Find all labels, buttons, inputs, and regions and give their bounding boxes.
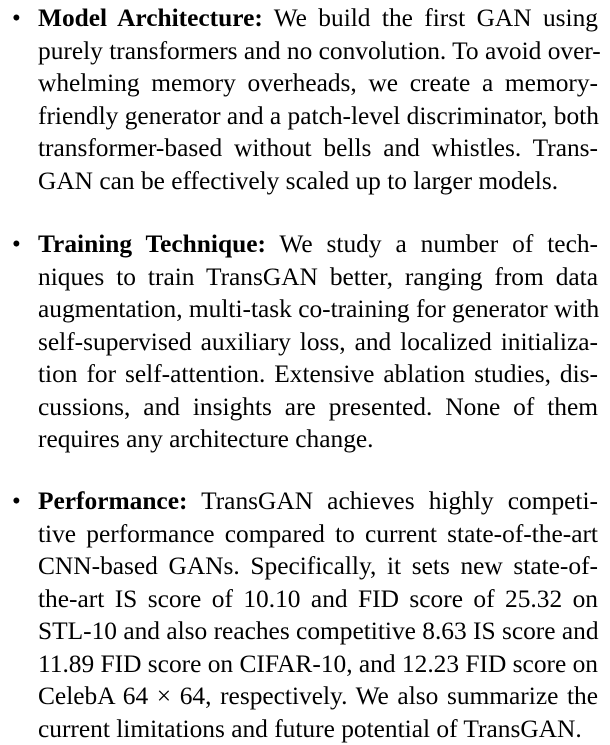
paragraph-line: tion for self-attention. Extensive ablation studies, dis-	[38, 358, 598, 391]
bullet-icon: •	[12, 3, 21, 36]
contribution-paragraph	[38, 485, 598, 745]
contribution-paragraph	[38, 2, 598, 197]
paragraph-line: whelming memory overheads, we create a memory-	[38, 67, 598, 100]
paragraph-line: requires any architecture change.	[38, 423, 598, 456]
paragraph-line: self-supervised auxiliary loss, and localized initializa-	[38, 326, 598, 359]
paragraph-line: augmentation, multi-task co-training for generator with	[38, 293, 598, 326]
line-text: We study a number of tech-	[266, 230, 598, 258]
paragraph-line	[38, 485, 598, 518]
contribution-heading: Model Architecture:	[38, 4, 263, 32]
paragraph-line: CNN-based GANs. Specifically, it sets new state-of-	[38, 550, 598, 583]
bullet-icon: •	[12, 229, 21, 262]
paragraph-line: current limitations and future potential of TransGAN.	[38, 713, 598, 745]
paragraph-line: transformer-based without bells and whistles. Trans-	[38, 132, 598, 165]
paragraph-line	[38, 2, 598, 35]
paragraph-line: the-art IS score of 10.10 and FID score of 25.32 on	[38, 583, 598, 616]
paragraph-line: friendly generator and a patch-level discriminator, both	[38, 100, 598, 133]
paragraph-line: CelebA 64 × 64, respectively. We also summarize the	[38, 680, 598, 713]
line-text: TransGAN achieves highly competi-	[187, 487, 598, 515]
contribution-paragraph	[38, 228, 598, 456]
contribution-heading: Training Technique:	[38, 230, 266, 258]
paragraph-line: STL-10 and also reaches competitive 8.63 IS score and	[38, 615, 598, 648]
paragraph-line: GAN can be effectively scaled up to larger models.	[38, 165, 598, 198]
paragraph-line: purely transformers and no convolution. To avoid over-	[38, 35, 598, 68]
paragraph-line	[38, 228, 598, 261]
bullet-icon: •	[12, 486, 21, 519]
paragraph-line: niques to train TransGAN better, ranging from data	[38, 261, 598, 294]
contribution-heading: Performance:	[38, 487, 187, 515]
paragraph-line: cussions, and insights are presented. None of them	[38, 391, 598, 424]
line-text: We build the first GAN using	[263, 4, 598, 32]
paragraph-line: 11.89 FID score on CIFAR-10, and 12.23 FID score on	[38, 648, 598, 681]
paragraph-line: tive performance compared to current state-of-the-art	[38, 518, 598, 551]
